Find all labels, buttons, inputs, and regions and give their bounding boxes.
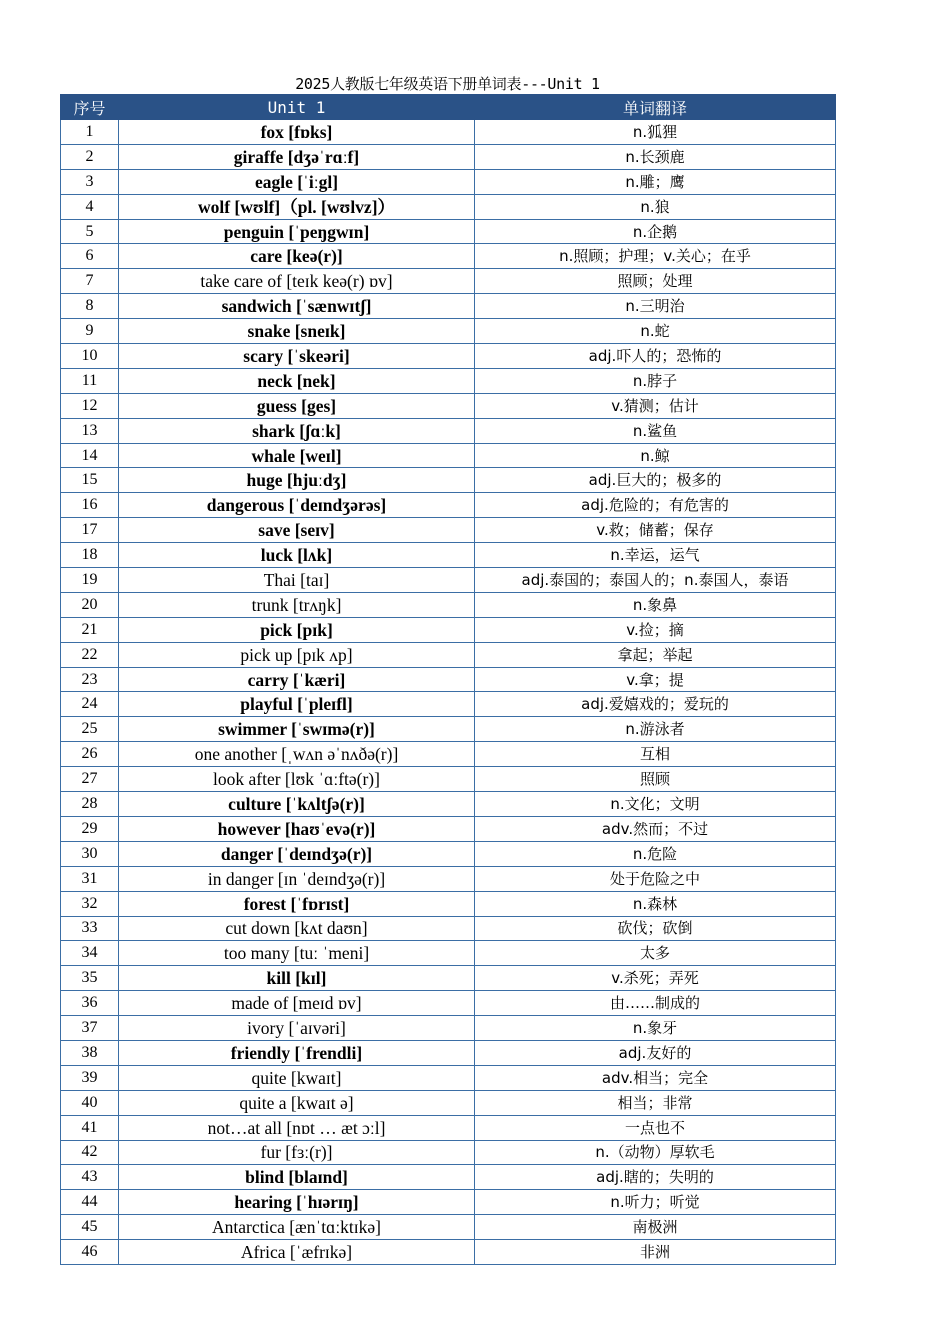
table-header-row <box>61 95 836 120</box>
table-row <box>61 667 836 692</box>
table-row <box>61 941 836 966</box>
table-row <box>61 1215 836 1240</box>
word-phonetic: take care of [teɪk keə(r) ɒv] <box>119 269 475 294</box>
word-phonetic: wolf [wʊlf]（pl. [wʊlvz]） <box>119 194 475 219</box>
word-phonetic: friendly [ˈfrendli] <box>119 1040 475 1065</box>
row-number: 43 <box>61 1165 119 1190</box>
table-row <box>61 1140 836 1165</box>
row-number: 19 <box>61 568 119 593</box>
row-number: 12 <box>61 393 119 418</box>
word-translation: 南极洲 <box>475 1215 836 1240</box>
word-phonetic: swimmer [ˈswɪmə(r)] <box>119 717 475 742</box>
row-number: 26 <box>61 742 119 767</box>
word-translation: adj.危险的；有危害的 <box>475 493 836 518</box>
table-row <box>61 219 836 244</box>
table-row <box>61 269 836 294</box>
word-phonetic: snake [sneɪk] <box>119 319 475 344</box>
word-translation: v.杀死；弄死 <box>475 966 836 991</box>
row-number: 41 <box>61 1115 119 1140</box>
row-number: 31 <box>61 866 119 891</box>
table-row <box>61 493 836 518</box>
word-translation: v.捡；摘 <box>475 617 836 642</box>
table-row <box>61 194 836 219</box>
word-translation: adv.然而；不过 <box>475 816 836 841</box>
row-number: 25 <box>61 717 119 742</box>
word-phonetic: hearing [ˈhɪərɪŋ] <box>119 1190 475 1215</box>
word-translation: n.雕；鹰 <box>475 169 836 194</box>
word-phonetic: trunk [trʌŋk] <box>119 592 475 617</box>
row-number: 21 <box>61 617 119 642</box>
table-row <box>61 1090 836 1115</box>
word-phonetic: kill [kɪl] <box>119 966 475 991</box>
row-number: 34 <box>61 941 119 966</box>
word-translation: adj.巨大的；极多的 <box>475 468 836 493</box>
table-row <box>61 443 836 468</box>
table-row <box>61 1065 836 1090</box>
row-number: 3 <box>61 169 119 194</box>
word-phonetic: danger [ˈdeɪndʒə(r)] <box>119 841 475 866</box>
table-row <box>61 816 836 841</box>
word-translation: adj.泰国的；泰国人的；n.泰国人，泰语 <box>475 568 836 593</box>
row-number: 10 <box>61 344 119 369</box>
row-number: 18 <box>61 543 119 568</box>
word-translation: n.鲨鱼 <box>475 418 836 443</box>
row-number: 13 <box>61 418 119 443</box>
row-number: 20 <box>61 592 119 617</box>
word-translation: n.狐狸 <box>475 120 836 145</box>
table-row <box>61 344 836 369</box>
word-phonetic: fox [fɒks] <box>119 120 475 145</box>
word-translation: adv.相当；完全 <box>475 1065 836 1090</box>
header-translation: 单词翻译 <box>475 95 836 120</box>
word-translation: n.听力；听觉 <box>475 1190 836 1215</box>
word-translation: 太多 <box>475 941 836 966</box>
row-number: 14 <box>61 443 119 468</box>
word-translation: adj.友好的 <box>475 1040 836 1065</box>
row-number: 39 <box>61 1065 119 1090</box>
word-phonetic: neck [nek] <box>119 368 475 393</box>
table-row <box>61 120 836 145</box>
word-phonetic: however [haʊˈevə(r)] <box>119 816 475 841</box>
table-row <box>61 792 836 817</box>
row-number: 4 <box>61 194 119 219</box>
row-number: 7 <box>61 269 119 294</box>
word-phonetic: forest [ˈfɒrɪst] <box>119 891 475 916</box>
word-phonetic: pick [pɪk] <box>119 617 475 642</box>
table-row <box>61 966 836 991</box>
word-translation: v.拿；提 <box>475 667 836 692</box>
word-phonetic: huge [hjuːdʒ] <box>119 468 475 493</box>
word-translation: n.（动物）厚软毛 <box>475 1140 836 1165</box>
row-number: 32 <box>61 891 119 916</box>
table-row <box>61 144 836 169</box>
word-translation: n.幸运，运气 <box>475 543 836 568</box>
row-number: 11 <box>61 368 119 393</box>
table-row <box>61 568 836 593</box>
word-phonetic: save [seɪv] <box>119 518 475 543</box>
table-row <box>61 891 836 916</box>
word-translation: 由……制成的 <box>475 991 836 1016</box>
header-number: 序号 <box>61 95 119 120</box>
table-row <box>61 1115 836 1140</box>
row-number: 27 <box>61 767 119 792</box>
word-phonetic: scary [ˈskeəri] <box>119 344 475 369</box>
word-translation: 互相 <box>475 742 836 767</box>
table-row <box>61 169 836 194</box>
word-translation: n.象鼻 <box>475 592 836 617</box>
word-translation: n.游泳者 <box>475 717 836 742</box>
word-phonetic: dangerous [ˈdeɪndʒərəs] <box>119 493 475 518</box>
row-number: 9 <box>61 319 119 344</box>
word-phonetic: playful [ˈpleɪfl] <box>119 692 475 717</box>
word-translation: 处于危险之中 <box>475 866 836 891</box>
table-row <box>61 991 836 1016</box>
word-phonetic: made of [meɪd ɒv] <box>119 991 475 1016</box>
row-number: 8 <box>61 294 119 319</box>
row-number: 5 <box>61 219 119 244</box>
row-number: 17 <box>61 518 119 543</box>
word-translation: 拿起；举起 <box>475 642 836 667</box>
word-phonetic: whale [weɪl] <box>119 443 475 468</box>
word-phonetic: not…at all [nɒt … æt ɔːl] <box>119 1115 475 1140</box>
table-body <box>61 120 836 1265</box>
word-translation: n.企鹅 <box>475 219 836 244</box>
word-translation: v.猜测；估计 <box>475 393 836 418</box>
table-row <box>61 319 836 344</box>
row-number: 1 <box>61 120 119 145</box>
header-word: Unit 1 <box>119 95 475 120</box>
word-translation: adj.爱嬉戏的；爱玩的 <box>475 692 836 717</box>
word-phonetic: fur [fɜː(r)] <box>119 1140 475 1165</box>
word-phonetic: quite a [kwaɪt ə] <box>119 1090 475 1115</box>
word-phonetic: giraffe [dʒəˈrɑːf] <box>119 144 475 169</box>
word-translation: n.鲸 <box>475 443 836 468</box>
row-number: 46 <box>61 1240 119 1265</box>
word-phonetic: carry [ˈkæri] <box>119 667 475 692</box>
table-row <box>61 767 836 792</box>
table-row <box>61 543 836 568</box>
word-translation: 一点也不 <box>475 1115 836 1140</box>
row-number: 33 <box>61 916 119 941</box>
row-number: 30 <box>61 841 119 866</box>
table-row <box>61 866 836 891</box>
table-row <box>61 1240 836 1265</box>
word-phonetic: Thai [taɪ] <box>119 568 475 593</box>
word-translation: n.蛇 <box>475 319 836 344</box>
table-row <box>61 642 836 667</box>
word-translation: adj.吓人的；恐怖的 <box>475 344 836 369</box>
table-row <box>61 692 836 717</box>
word-translation: n.文化；文明 <box>475 792 836 817</box>
word-phonetic: luck [lʌk] <box>119 543 475 568</box>
table-row <box>61 244 836 269</box>
word-translation: n.危险 <box>475 841 836 866</box>
word-phonetic: culture [ˈkʌltʃə(r)] <box>119 792 475 817</box>
table-row <box>61 468 836 493</box>
word-phonetic: quite [kwaɪt] <box>119 1065 475 1090</box>
row-number: 28 <box>61 792 119 817</box>
row-number: 42 <box>61 1140 119 1165</box>
row-number: 24 <box>61 692 119 717</box>
row-number: 38 <box>61 1040 119 1065</box>
row-number: 22 <box>61 642 119 667</box>
row-number: 37 <box>61 1016 119 1041</box>
row-number: 35 <box>61 966 119 991</box>
word-phonetic: one another [ˌwʌn əˈnʌðə(r)] <box>119 742 475 767</box>
row-number: 23 <box>61 667 119 692</box>
word-phonetic: look after [lʊk ˈɑːftə(r)] <box>119 767 475 792</box>
word-translation: 砍伐；砍倒 <box>475 916 836 941</box>
word-translation: 照顾 <box>475 767 836 792</box>
word-translation: n.森林 <box>475 891 836 916</box>
word-translation: v.救；储蓄；保存 <box>475 518 836 543</box>
word-phonetic: blind [blaɪnd] <box>119 1165 475 1190</box>
word-phonetic: sandwich [ˈsænwɪtʃ] <box>119 294 475 319</box>
word-translation: adj.瞎的；失明的 <box>475 1165 836 1190</box>
table-row <box>61 294 836 319</box>
table-row <box>61 1040 836 1065</box>
word-phonetic: in danger [ɪn ˈdeɪndʒə(r)] <box>119 866 475 891</box>
word-phonetic: penguin [ˈpeŋgwɪn] <box>119 219 475 244</box>
table-row <box>61 916 836 941</box>
table-row <box>61 1190 836 1215</box>
word-phonetic: eagle [ˈiːgl] <box>119 169 475 194</box>
row-number: 6 <box>61 244 119 269</box>
row-number: 29 <box>61 816 119 841</box>
word-translation: n.象牙 <box>475 1016 836 1041</box>
row-number: 16 <box>61 493 119 518</box>
table-row <box>61 418 836 443</box>
word-phonetic: guess [ges] <box>119 393 475 418</box>
row-number: 44 <box>61 1190 119 1215</box>
word-phonetic: care [keə(r)] <box>119 244 475 269</box>
table-row <box>61 617 836 642</box>
word-translation: n.照顾；护理；v.关心；在乎 <box>475 244 836 269</box>
word-translation: n.狼 <box>475 194 836 219</box>
table-row <box>61 841 836 866</box>
word-translation: n.脖子 <box>475 368 836 393</box>
row-number: 2 <box>61 144 119 169</box>
word-phonetic: pick up [pɪk ʌp] <box>119 642 475 667</box>
word-translation: 非洲 <box>475 1240 836 1265</box>
table-row <box>61 1016 836 1041</box>
word-phonetic: shark [ʃɑːk] <box>119 418 475 443</box>
word-translation: n.长颈鹿 <box>475 144 836 169</box>
word-phonetic: Africa [ˈæfrɪkə] <box>119 1240 475 1265</box>
row-number: 45 <box>61 1215 119 1240</box>
table-row <box>61 368 836 393</box>
page-title: 2025人教版七年级英语下册单词表---Unit 1 <box>295 75 600 93</box>
table-row <box>61 717 836 742</box>
vocabulary-table <box>60 94 836 1265</box>
word-translation: 相当；非常 <box>475 1090 836 1115</box>
word-translation: n.三明治 <box>475 294 836 319</box>
row-number: 15 <box>61 468 119 493</box>
table-row <box>61 742 836 767</box>
word-phonetic: ivory [ˈaɪvəri] <box>119 1016 475 1041</box>
word-phonetic: Antarctica [ænˈtɑːktɪkə] <box>119 1215 475 1240</box>
word-phonetic: too many [tuː ˈmeni] <box>119 941 475 966</box>
table-row <box>61 592 836 617</box>
row-number: 36 <box>61 991 119 1016</box>
table-row <box>61 518 836 543</box>
table-row <box>61 393 836 418</box>
table-row <box>61 1165 836 1190</box>
word-translation: 照顾；处理 <box>475 269 836 294</box>
row-number: 40 <box>61 1090 119 1115</box>
word-phonetic: cut down [kʌt daʊn] <box>119 916 475 941</box>
